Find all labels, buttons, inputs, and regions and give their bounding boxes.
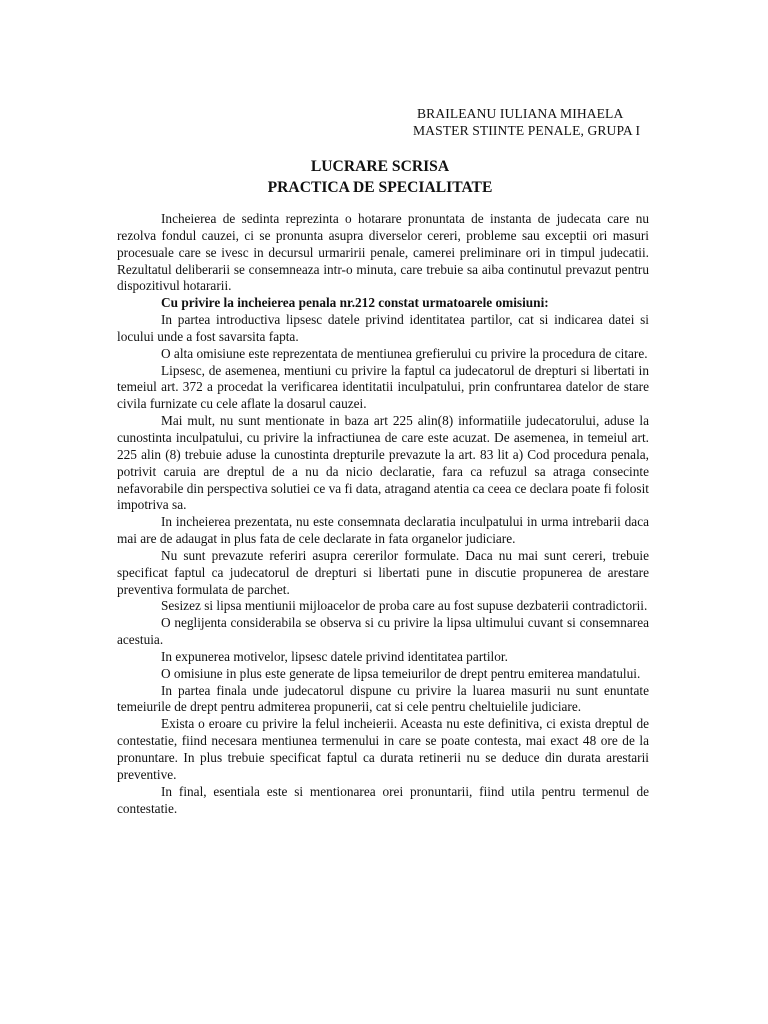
paragraph: In final, esentiala este si mentionarea orei pronuntarii, fiind utila pentru termenul de contestatie. xyxy=(117,783,649,816)
paragraph: In partea introductiva lipsesc datele privind identitatea partilor, cat si indicarea datei si locului unde a fost savarsita fapta. xyxy=(117,312,649,344)
paragraph: Lipsesc, de asemenea, mentiuni cu privire la faptul ca judecatorul de drepturi si libertati in temeiul art. 372 a procedat la verificarea identitatii inculpatului, prin confruntarea datelor de stare civila furnizate cu cele aflate la dosarul cauzei. xyxy=(117,362,649,412)
paragraph: Nu sunt prevazute referiri asupra cererilor formulate. Daca nu mai sunt cereri, trebuie specificat faptul ca judecatorul de drepturi si libertati pune in discutie propunerea de arestare preventiva formulata de parchet. xyxy=(117,547,649,597)
title-line-2: PRACTICA DE SPECIALITATE xyxy=(267,179,493,196)
document-body xyxy=(117,211,649,817)
author-name: BRAILEANU IULIANA MIHAELA xyxy=(417,106,624,121)
paragraph: In incheierea prezentata, nu este consemnata declaratia inculpatului in urma intrebarii daca mai are de adaugat in plus fata de cele declarate in fata organelor judiciare. xyxy=(117,514,649,547)
paragraph: O alta omisiune este reprezentata de mentiunea grefierului cu privire la procedura de citare. xyxy=(161,345,648,361)
paragraph: Sesizez si lipsa mentiunii mijloacelor de proba care au fost supuse dezbaterii contradictorii. xyxy=(161,598,648,614)
paragraph-omissions-heading: Cu privire la incheierea penala nr.212 constat urmatoarele omisiuni: xyxy=(161,295,549,311)
paragraph: O omisiune in plus este generate de lipsa temeiurilor de drept pentru emiterea mandatului. xyxy=(161,665,641,681)
author-program: MASTER STIINTE PENALE, GRUPA I xyxy=(413,123,641,138)
paragraph: Exista o eroare cu privire la felul incheierii. Aceasta nu este definitiva, ci exista dreptul de contestatie, fiind necesara mentiunea termenului in care se poate contesta, mai exact 48 ore de la pronuntare. In plus trebuie specificat faptul ca durata retinerii nu se deduce din durata arestarii preventive. xyxy=(117,716,649,782)
paragraph-intro: Incheierea de sedinta reprezinta o hotarare pronuntata de instanta de judecata care nu rezolva fondul cauzei, ci se pronunta asupra diverselor cereri, probleme sau exceptii ori masuri procesuale care se ivesc in decursul urmaririi penale, camerei preliminare ori in timpul judecatii. Rezultatul deliberarii se consemneaza intr-o minuta, care trebuie sa aiba continutul prevazut pentru dispozitivul hotararii. xyxy=(117,211,649,294)
document-title xyxy=(200,156,560,198)
paragraph: Mai mult, nu sunt mentionate in baza art 225 alin(8) informatiile judecatorului, aduse la cunostinta inculpatului, cu privire la infractiunea de care este acuzat. De asemenea, in temeiul art. 225 alin (8) trebuie aduse la cunostinta drepturile prevazute la art. 83 lit a) Cod procedura penala, potrivit caruia are dreptul de a nu da nicio declaratie, fara ca refuzul sa atraga consecinte nefavorabile din perspectiva solutiei ce va fi data, atragand atentia ca ceea ce declara poate fi folosit impotriva sa. xyxy=(117,413,649,513)
paragraph: O neglijenta considerabila se observa si cu privire la lipsa ultimului cuvant si consemnarea acestuia. xyxy=(117,615,649,648)
title-line-1: LUCRARE SCRISA xyxy=(310,158,450,175)
author-block xyxy=(413,105,743,139)
paragraph: In expunerea motivelor, lipsesc datele privind identitatea partilor. xyxy=(161,648,508,664)
paragraph: In partea finala unde judecatorul dispune cu privire la luarea masurii nu sunt enuntate temeiurile de drept pentru admiterea propunerii, cat si cele pentru cheltuielile judiciare. xyxy=(117,682,649,715)
